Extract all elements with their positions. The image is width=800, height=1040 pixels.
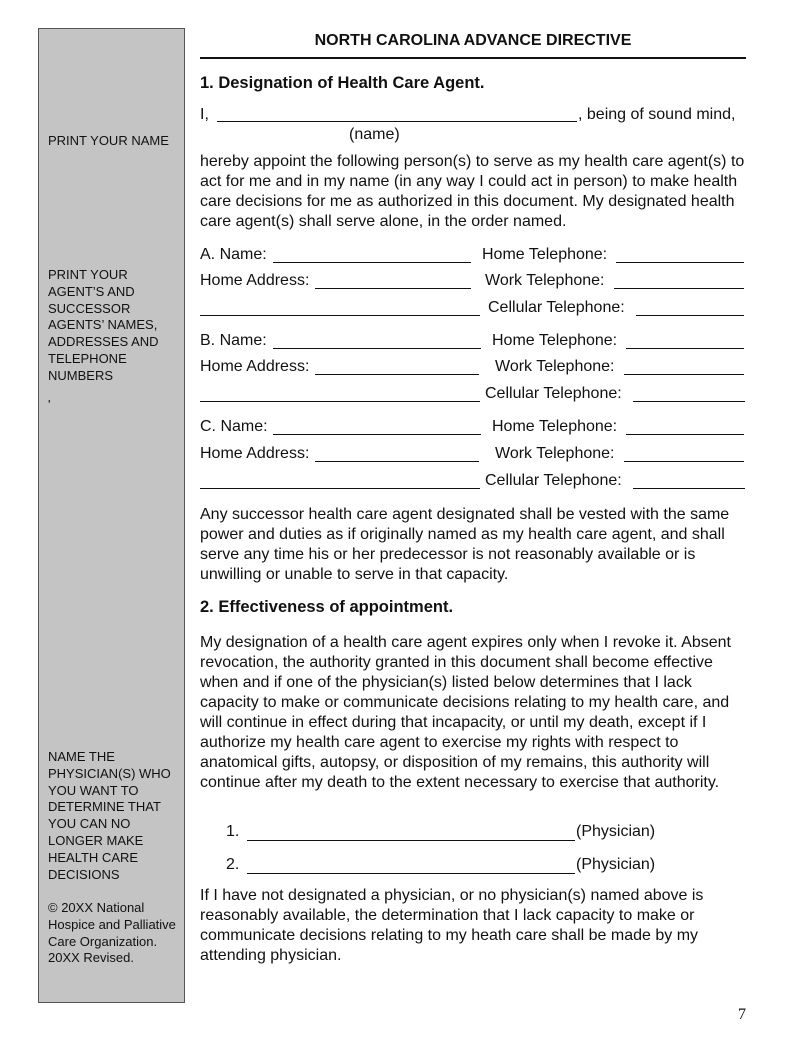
agent-c-home-address-field[interactable] [315, 461, 479, 462]
agent-a-cellular-telephone-field[interactable] [636, 315, 744, 316]
agent-c-home-telephone-label: Home Telephone: [492, 418, 618, 435]
name-caption: (name) [349, 126, 400, 143]
agent-b-home-address-field[interactable] [315, 374, 479, 375]
agent-b-name-field[interactable] [273, 348, 481, 349]
agent-b-home-address-label: Home Address: [200, 358, 310, 375]
physician-1-label: (Physician) [576, 823, 656, 840]
appointment-paragraph: hereby appoint the following person(s) to serve as my health care agent(s) to act for me and in my name (in any way I could act in person) to make health care decisions for me as authorized in this document. My designated health care agent(s) shall serve alone, in the order named. [200, 153, 745, 230]
agent-b-work-telephone-label: Work Telephone: [495, 358, 615, 375]
i-prefix: I, [200, 106, 209, 123]
agent-a-home-address-label: Home Address: [200, 272, 310, 289]
agent-c-home-address-label: Home Address: [200, 445, 310, 462]
agent-a-name-field[interactable] [273, 262, 471, 263]
agent-a-address-line-2-field[interactable] [200, 315, 480, 316]
agent-c-address-line-2-field[interactable] [200, 488, 480, 489]
agent-b-home-telephone-label: Home Telephone: [492, 332, 618, 349]
agent-a-name-label: A. Name: [200, 246, 267, 263]
agent-a-home-telephone-field[interactable] [616, 262, 744, 263]
agent-c-cellular-telephone-label: Cellular Telephone: [485, 472, 622, 489]
agent-b-address-line-2-field[interactable] [200, 401, 480, 402]
copyright-note: © 20XX National Hospice and Palliative Care Organization. 20XX Revised. [48, 900, 176, 966]
agent-c-name-label: C. Name: [200, 418, 268, 435]
physician-2-field[interactable] [247, 873, 575, 874]
physician-1-field[interactable] [247, 840, 575, 841]
physician-2-number: 2. [226, 856, 240, 873]
agent-a-home-telephone-label: Home Telephone: [482, 246, 608, 263]
section-2-heading: 2. Effectiveness of appointment. [200, 598, 454, 616]
closing-paragraph: If I have not designated a physician, or no physician(s) named above is reasonably available, the determination that I lack capacity to make or communicate decisions relating to my heath care shall be made by my attending physician. [200, 887, 704, 964]
successor-paragraph: Any successor health care agent designated shall be vested with the same power and duties as if originally named as my health care agent, and shall serve any time his or her predecessor is not reasonably available or is unwilling or unable to serve in that capacity. [200, 506, 730, 583]
note-print-agents: PRINT YOUR AGENT’S AND SUCCESSOR AGENTS’ NAMES, ADDRESSES AND TELEPHONE NUMBERS [48, 267, 159, 383]
agent-a-cellular-telephone-label: Cellular Telephone: [488, 299, 625, 316]
agent-c-home-telephone-field[interactable] [626, 434, 744, 435]
agent-b-work-telephone-field[interactable] [624, 374, 744, 375]
agent-b-home-telephone-field[interactable] [626, 348, 744, 349]
agent-a-work-telephone-field[interactable] [614, 288, 744, 289]
agent-b-cellular-telephone-label: Cellular Telephone: [485, 385, 622, 402]
agent-b-name-label: B. Name: [200, 332, 267, 349]
physician-1-number: 1. [226, 823, 240, 840]
sound-mind-text: , being of sound mind, [578, 106, 736, 123]
section-1-heading: 1. Designation of Health Care Agent. [200, 74, 485, 92]
effectiveness-paragraph: My designation of a health care agent expires only when I revoke it. Absent revocation, the authority granted in this document shall become effective when and if one of the physician(s) listed below determines that I lack capacity to make or communicate decisions relating to my health care, and will continue in effect during that incapacity, or until my death, except if I authorize my health care agent to exercise my rights with respect to anatomical gifts, autopsy, or disposition of my remains, this authority will continue after my death to the extent necessary to exercise that authority. [200, 634, 731, 791]
agent-c-cellular-telephone-field[interactable] [633, 488, 745, 489]
agent-c-work-telephone-label: Work Telephone: [495, 445, 615, 462]
note-print-your-name: PRINT YOUR NAME [48, 133, 169, 148]
agent-a-work-telephone-label: Work Telephone: [485, 272, 605, 289]
note-tick-mark: ' [48, 397, 51, 412]
title-divider [200, 57, 746, 59]
physician-2-label: (Physician) [576, 856, 656, 873]
agent-c-work-telephone-field[interactable] [624, 461, 744, 462]
note-name-physicians: NAME THE PHYSICIAN(S) WHO YOU WANT TO DETERMINE THAT YOU CAN NO LONGER MAKE HEALTH CARE DECISIONS [48, 749, 171, 882]
agent-c-name-field[interactable] [273, 434, 481, 435]
your-name-field[interactable] [217, 121, 577, 122]
page-number: 7 [738, 1006, 746, 1023]
agent-b-cellular-telephone-field[interactable] [633, 401, 745, 402]
document-title: NORTH CAROLINA ADVANCE DIRECTIVE [314, 32, 632, 49]
agent-a-home-address-field[interactable] [315, 288, 471, 289]
